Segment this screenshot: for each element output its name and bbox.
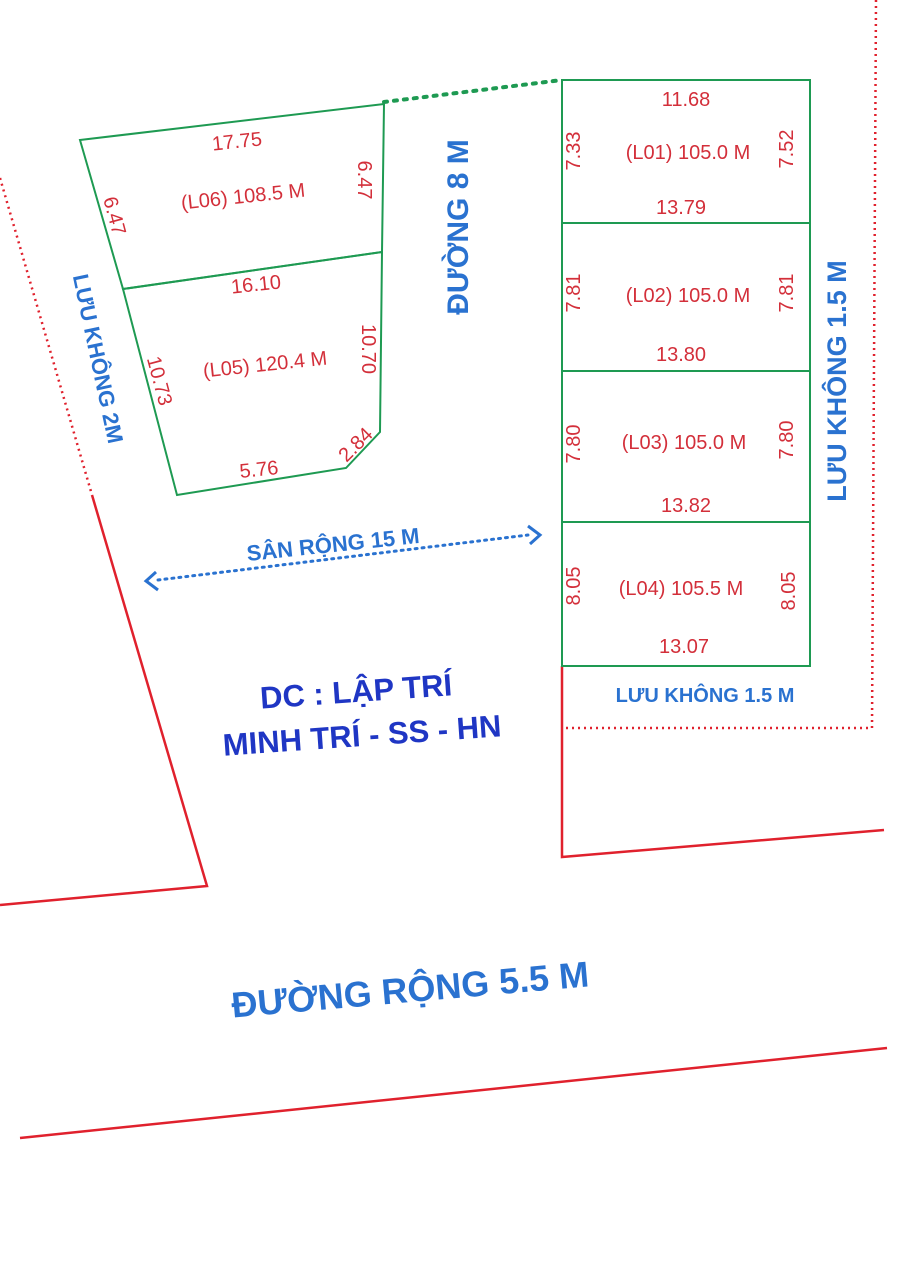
lot-l06-left-dim: 6.47	[98, 194, 130, 238]
address-line-2: MINH TRÍ - SS - HN	[221, 708, 503, 763]
lot-l01-left-dim: 7.33	[563, 131, 585, 171]
lot-l05-corner-dim: 2.84	[334, 423, 378, 467]
lot-l01-area-label: (L01) 105.0 M	[625, 142, 751, 164]
left-solid-boundary	[0, 495, 207, 905]
lot-l03-left-dim: 7.80	[563, 424, 585, 464]
lot-l05-area-label: (L05) 120.4 M	[202, 347, 329, 383]
lot-l06-top-dim: 17.75	[210, 128, 264, 156]
connector-dotted-line	[384, 80, 562, 102]
lot-l05-right-dim: 10.70	[357, 323, 379, 375]
lot-l03-right-dim: 7.80	[776, 420, 798, 460]
yard-width-label: SÂN RỘNG 15 M	[245, 522, 421, 567]
bottom-road-line	[20, 1048, 887, 1138]
road-55m-label: ĐƯỜNG RỘNG 5.5 M	[229, 953, 591, 1026]
lot-l06-area-label: (L06) 108.5 M	[180, 179, 307, 215]
yard-arrow-head-left	[146, 572, 158, 590]
lot-l05-left-dim: 10.73	[141, 353, 177, 409]
lot-l04-left-dim: 8.05	[563, 566, 585, 606]
lot-l01-right-dim: 7.52	[776, 129, 798, 169]
lot-l02-right-dim: 7.81	[776, 273, 798, 313]
lot-l03-bottom-dim: 13.82	[660, 495, 712, 517]
left-dotted-boundary	[0, 178, 92, 495]
yard-arrow-head-right	[528, 526, 540, 544]
road-8m-label: ĐƯỜNG 8 M	[442, 139, 475, 315]
address-line-1: DC : LẬP TRÍ	[258, 667, 454, 716]
lot-l04-bottom-dim: 13.07	[658, 636, 710, 658]
lot-l06-right-dim: 6.47	[353, 160, 375, 200]
lot-l01-bottom-dim: 13.79	[655, 197, 707, 219]
lot-l05-top-dim: 16.10	[229, 271, 283, 299]
lot-l03-area-label: (L03) 105.0 M	[621, 432, 747, 454]
setback-bottom-label: LƯU KHÔNG 1.5 M	[615, 685, 795, 707]
lot-l02-left-dim: 7.81	[563, 273, 585, 313]
setback-right-label: LƯU KHÔNG 1.5 M	[822, 260, 852, 502]
lot-l04-right-dim: 8.05	[778, 571, 800, 611]
setback-2m-label: LƯU KHÔNG 2M	[67, 271, 129, 446]
lot-l05-bottom-dim: 5.76	[238, 457, 280, 483]
lot-l02-area-label: (L02) 105.0 M	[625, 285, 751, 307]
lot-l02-bottom-dim: 13.80	[655, 344, 707, 366]
lot-l04-area-label: (L04) 105.5 M	[618, 578, 744, 600]
lot-l01-top-dim: 11.68	[661, 89, 711, 111]
